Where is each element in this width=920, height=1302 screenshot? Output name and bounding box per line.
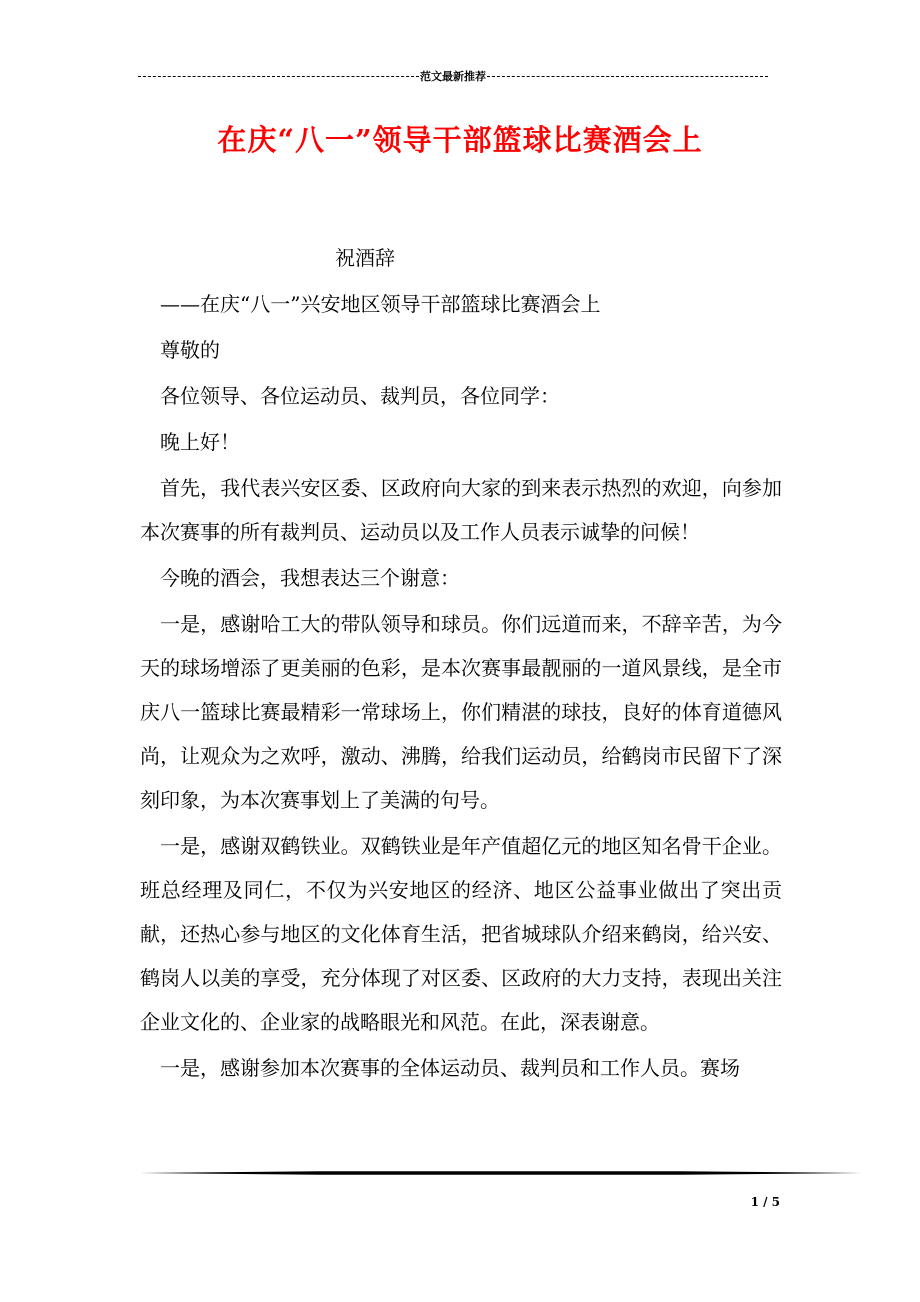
paragraph-thanks-3: 一是，感谢参加本次赛事的全体运动员、裁判员和工作人员。赛场 [160,1056,740,1080]
greeting: 晚上好！ [160,430,240,454]
page-header [138,68,768,84]
subtitle-line: ——在庆“八一”兴安地区领导干部篮球比赛酒会上 [160,292,601,316]
salutation-line-1: 尊敬的 [160,338,220,362]
header-dash-left [138,76,419,77]
paragraph-thanks-1: 一是，感谢哈工大的带队领导和球员。你们远道而来，不辞辛苦，为今天的球场增添了更美丽的色彩，是本次赛事最靓丽的一道风景线，是全市庆八一篮球比赛最精彩一常球场上，你们精湛的球技，良好的体育道德风尚，让观众为之欢呼，激动、沸腾，给我们运动员，给鹤岗市民留下了深刻印象，为本次赛事划上了美满的句号。 [140,612,782,812]
paragraph-thanks-intro: 今晚的酒会，我想表达三个谢意： [160,566,460,590]
header-label: 范文最新推荐 [420,71,486,83]
subtitle: 祝酒辞 [335,246,395,270]
document-body [140,236,782,1092]
footer-rule [140,1169,862,1177]
salutation-line-2: 各位领导、各位运动员、裁判员，各位同学： [160,384,560,408]
document-title: 在庆“八一”领导干部篮球比赛酒会上 [217,123,703,157]
page-number: 1 / 5 [750,1195,780,1209]
header-dash-right [487,76,768,77]
paragraph-welcome: 首先，我代表兴安区委、区政府向大家的到来表示热烈的欢迎，向参加本次赛事的所有裁判员、运动员以及工作人员表示诚挚的问候！ [140,476,782,544]
paragraph-thanks-2: 一是，感谢双鹤铁业。双鹤铁业是年产值超亿元的地区知名骨干企业。班总经理及同仁，不仅为兴安地区的经济、地区公益事业做出了突出贡献，还热心参与地区的文化体育生活，把省城球队介绍来鹤岗，给兴安、鹤岗人以美的享受，充分体现了对区委、区政府的大力支持，表现出关注企业文化的、企业家的战略眼光和风范。在此，深表谢意。 [140,834,782,1034]
